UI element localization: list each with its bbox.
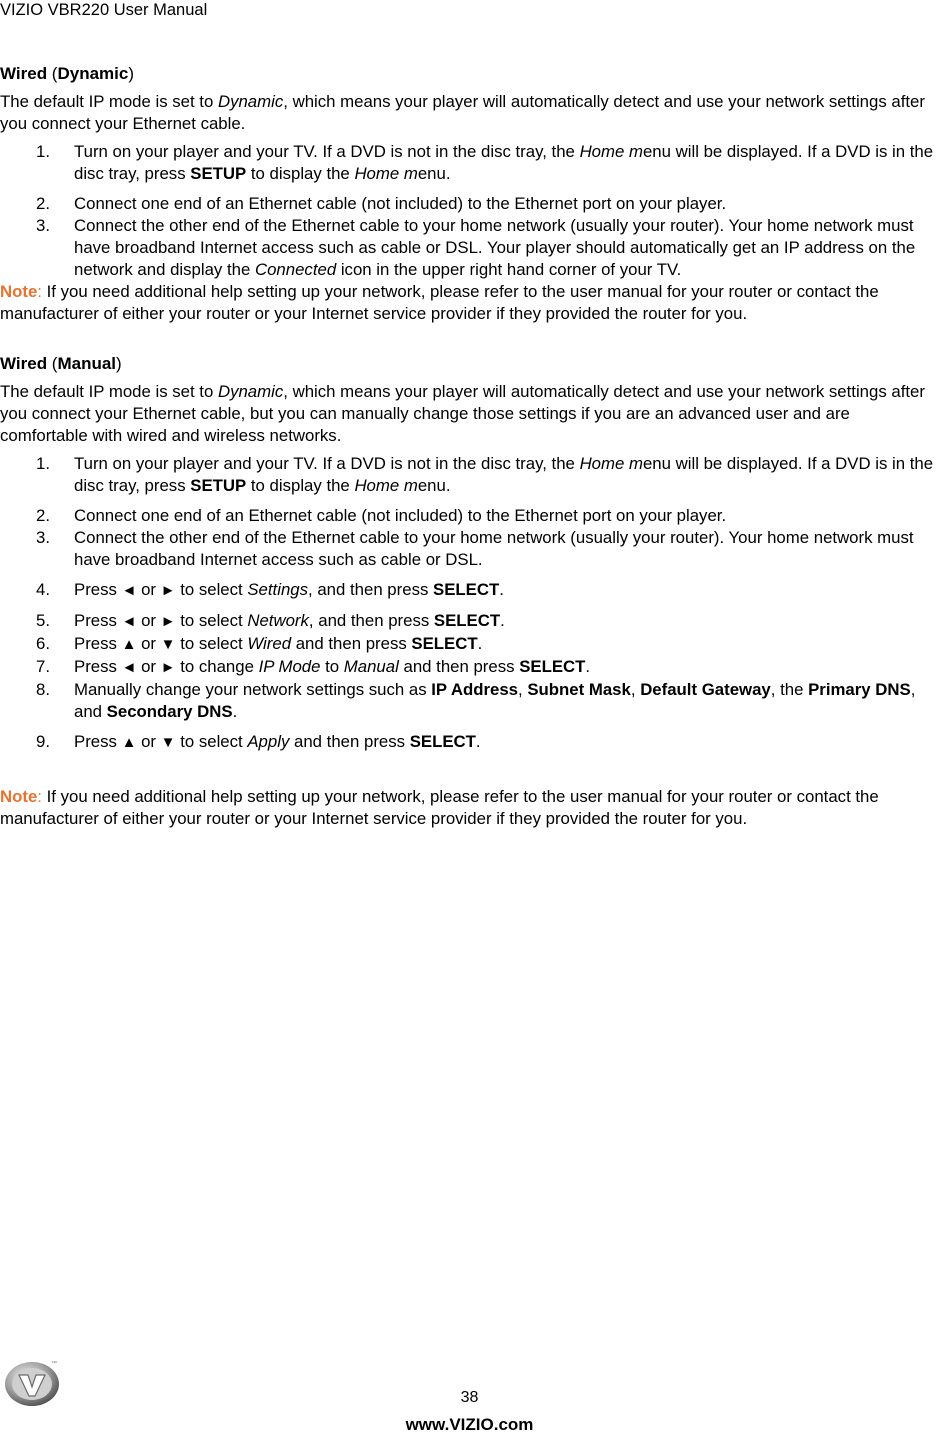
step-text: Connect one end of an Ethernet cable (not included) to the Ethernet port on your player. [74, 194, 727, 213]
right-arrow-icon: ► [160, 582, 176, 599]
step-item [0, 141, 939, 185]
step-text: enu. [417, 476, 451, 495]
step-italic: IP Mode [258, 657, 321, 676]
step-number: 3. [36, 216, 50, 235]
page-number: 38 [460, 1389, 479, 1406]
step-text: enu. [417, 164, 451, 183]
step-text: , [518, 680, 528, 699]
note-label: Note [0, 787, 38, 806]
step-text: to [320, 657, 344, 676]
step-item [0, 610, 939, 633]
step-text: Press [74, 657, 122, 676]
intro-text: The default IP mode is set to [0, 382, 218, 401]
section-spacer [0, 325, 939, 353]
step-number: 9. [36, 732, 50, 751]
step-text: , and then press [308, 611, 434, 630]
step-key: SELECT [433, 611, 501, 630]
step-number: 5. [36, 611, 50, 630]
step-number: 7. [36, 657, 50, 676]
left-arrow-icon: ◄ [121, 582, 137, 599]
step-key: Secondary DNS [106, 702, 233, 721]
step-number: 3. [36, 528, 50, 547]
page-content [0, 63, 939, 830]
step-italic: Manual [343, 657, 399, 676]
step-text: and then press [291, 634, 412, 653]
step-text: Press [74, 611, 122, 630]
down-arrow-icon: ▼ [160, 636, 176, 653]
step-item [0, 656, 939, 679]
intro-mode: Dynamic [217, 92, 284, 111]
step-key: SELECT [433, 580, 500, 599]
step-text: , and then press [308, 580, 434, 599]
note-colon: : [37, 787, 42, 806]
step-number: 8. [36, 680, 50, 699]
step-text: or [136, 611, 161, 630]
step-number: 6. [36, 634, 50, 653]
note-paragraph [0, 281, 939, 325]
step-item [0, 731, 939, 754]
step-number: 2. [36, 506, 50, 525]
step-item [0, 579, 939, 602]
step-list [0, 141, 939, 281]
step-key: Primary DNS [808, 680, 911, 699]
step-text: or [136, 657, 161, 676]
step-text: Press [74, 732, 122, 751]
step-text: . [500, 611, 505, 630]
intro-text: , which means your player will automatically detect and use your network settings after you connect your Ethernet cable. [0, 92, 925, 133]
step-key: SELECT [519, 657, 586, 676]
step-text: icon in the upper right hand corner of your TV. [336, 260, 682, 279]
step-italic: Apply [247, 732, 290, 751]
section-title-wired-manual: Wired (Manual) [0, 354, 122, 373]
svg-text:™: ™ [51, 1361, 57, 1367]
step-item [0, 633, 939, 656]
step-italic: Home m [579, 142, 643, 161]
step-key: SELECT [411, 634, 478, 653]
step-text: . [585, 657, 591, 676]
note-colon: : [37, 282, 42, 301]
step-text: and then press [398, 657, 520, 676]
down-arrow-icon: ▼ [160, 734, 176, 751]
step-italic: Home m [579, 454, 643, 473]
step-text: Manually change your network settings such as [74, 680, 432, 699]
step-text: or [136, 634, 161, 653]
step-item [0, 215, 939, 281]
step-item [0, 679, 939, 723]
step-italic: Home m [354, 164, 418, 183]
step-text: or [136, 732, 161, 751]
step-text: Turn on your player and your TV. If a DVD is not in the disc tray, the [74, 454, 580, 473]
step-item [0, 193, 939, 215]
note-spacer [0, 762, 939, 786]
step-text: to select [175, 580, 248, 599]
step-text: Connect the other end of the Ethernet cable to your home network (usually your router). Your home network must have broadband Internet access such as cable or DSL. [74, 528, 914, 569]
step-text: to display the [246, 164, 355, 183]
step-key: IP Address [431, 680, 519, 699]
note-label: Note [0, 282, 38, 301]
step-item [0, 453, 939, 497]
step-text: . [477, 634, 483, 653]
step-item [0, 505, 939, 527]
step-text: to select [175, 634, 248, 653]
step-text: to display the [246, 476, 355, 495]
step-italic: Connected [254, 260, 337, 279]
section-intro [0, 381, 939, 447]
step-text: enu will be displayed. If a DVD is in the disc tray, press [74, 454, 934, 495]
step-key: SETUP [190, 476, 247, 495]
right-arrow-icon: ► [160, 659, 176, 676]
step-key: SETUP [190, 164, 247, 183]
section-title-main: Wired [0, 354, 48, 373]
section-title-main: Wired [0, 64, 48, 83]
step-number: 4. [36, 580, 50, 599]
section-title-mode: Dynamic [57, 64, 129, 83]
intro-mode: Dynamic [217, 382, 284, 401]
section-intro [0, 91, 939, 135]
step-text: to select [175, 611, 248, 630]
step-number: 1. [36, 142, 50, 161]
intro-text: The default IP mode is set to [0, 92, 218, 111]
step-key: Subnet Mask [527, 680, 631, 699]
step-text: . [232, 702, 238, 721]
step-italic: Home m [354, 476, 418, 495]
step-text: to change [175, 657, 259, 676]
step-text: Turn on your player and your TV. If a DVD is not in the disc tray, the [74, 142, 580, 161]
step-text: Press [74, 580, 122, 599]
step-text: , and [74, 680, 916, 721]
step-text: , [630, 680, 641, 699]
step-text: and then press [289, 732, 410, 751]
step-italic: Settings [247, 580, 308, 599]
intro-text: , which means your player will automatically detect and use your network settings after you connect your Ethernet cable, but you can manually change those settings if you are an advanced user and are comfortable with wired and wireless networks. [0, 382, 925, 445]
section-title-wired-dynamic: Wired (Dynamic) [0, 64, 135, 83]
step-text: enu will be displayed. If a DVD is in the disc tray, press [74, 142, 934, 183]
step-text: Press [74, 634, 122, 653]
step-text: . [499, 580, 504, 599]
right-arrow-icon: ► [160, 613, 176, 630]
note-text: If you need additional help setting up your network, please refer to the user manual for your router or contact the manufacturer of either your router or your Internet service provider if they provided the router for you. [0, 282, 879, 323]
step-text: . [475, 732, 481, 751]
step-text: Connect the other end of the Ethernet cable to your home network (usually your router). Your home network must have broadband Internet access such as cable or DSL. Your player should automatically get an IP address on the network and display the [74, 216, 916, 279]
running-header: VIZIO VBR220 User Manual [0, 1, 208, 19]
step-number: 1. [36, 454, 50, 473]
step-text: or [136, 580, 161, 599]
step-list [0, 453, 939, 754]
up-arrow-icon: ▲ [121, 734, 137, 751]
note-paragraph [0, 786, 939, 830]
up-arrow-icon: ▲ [121, 636, 137, 653]
step-text: , the [770, 680, 809, 699]
step-italic: Network [247, 611, 309, 630]
note-text: If you need additional help setting up your network, please refer to the user manual for your router or contact the manufacturer of either your router or your Internet service provider if they provided the router for you. [0, 787, 879, 828]
step-italic: Wired [247, 634, 292, 653]
step-key: Default Gateway [640, 680, 771, 699]
footer-website: www.VIZIO.com [405, 1415, 534, 1434]
step-key: SELECT [409, 732, 476, 751]
step-item [0, 527, 939, 571]
section-title-mode: Manual [57, 354, 117, 373]
step-text: to select [175, 732, 248, 751]
step-number: 2. [36, 194, 50, 213]
left-arrow-icon: ◄ [121, 613, 137, 630]
step-text: Connect one end of an Ethernet cable (not included) to the Ethernet port on your player. [74, 506, 727, 525]
left-arrow-icon: ◄ [121, 659, 137, 676]
